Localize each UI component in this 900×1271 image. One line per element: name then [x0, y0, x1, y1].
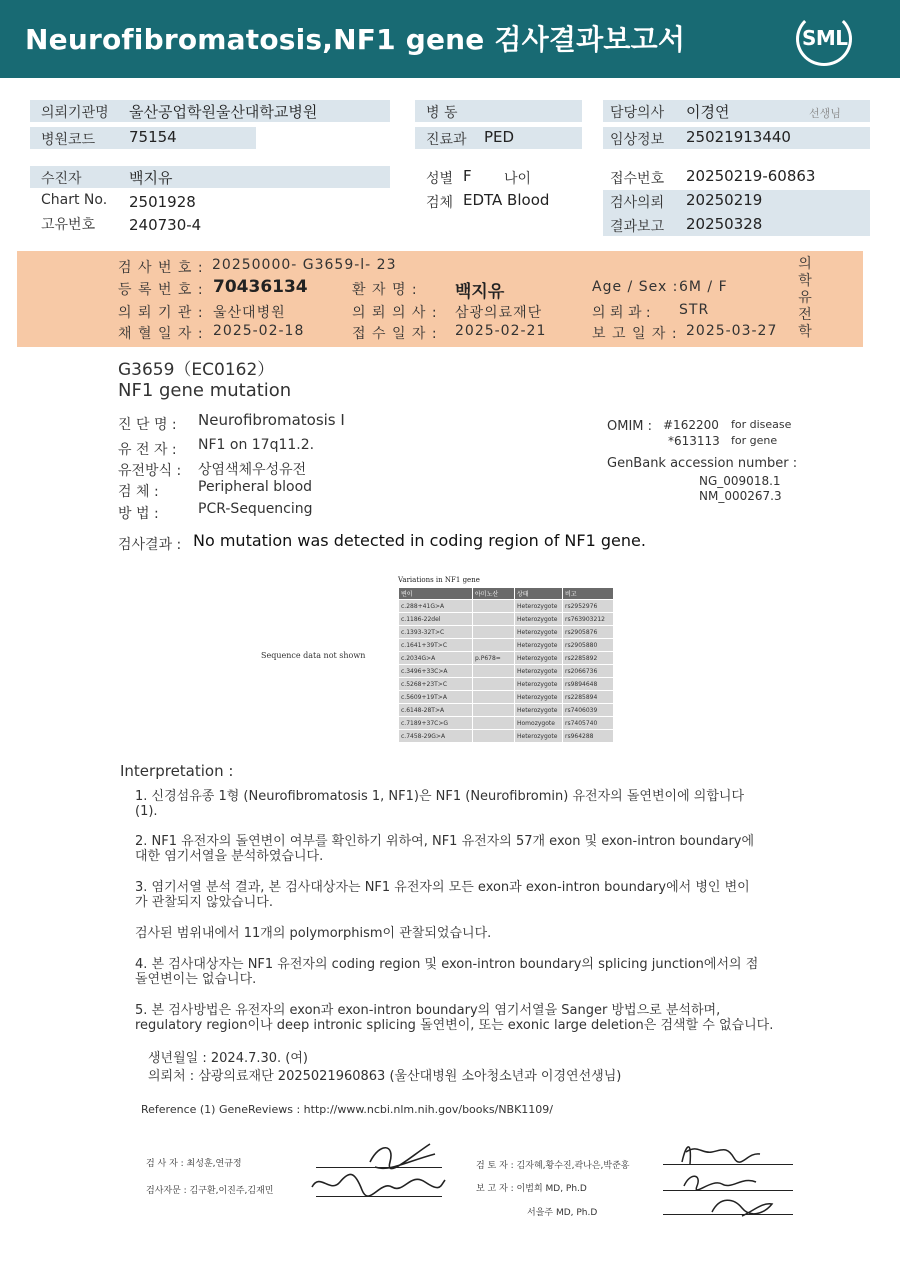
- variation-row: [399, 652, 614, 665]
- variant-cell: c.288+41G>A: [399, 600, 473, 613]
- chart-label: Chart No.: [41, 192, 108, 208]
- recv-date-value: 2025-02-21: [455, 323, 547, 339]
- amino-acid-cell: [473, 717, 515, 730]
- reporter-2: 서을주 MD, Ph.D: [527, 1208, 598, 1218]
- inheritance-label: 유전방식 :: [118, 463, 182, 479]
- variant-cell: c.1641+39T>C: [399, 639, 473, 652]
- amino-acid-cell: [473, 600, 515, 613]
- referred-by: 의뢰처 : 삼광의료재단 2025021960863 (울산대병원 소아청소년과 이경연선생님): [148, 1069, 622, 1084]
- variant-cell: c.7189+37C>G: [399, 717, 473, 730]
- interpretation-4-cont: 돌연변이는 없습니다.: [135, 972, 257, 987]
- patient-label: 수진자: [41, 171, 82, 187]
- omim-disease-id: #162200: [663, 418, 719, 432]
- note-cell: rs7405740: [563, 717, 614, 730]
- variation-row: [399, 730, 614, 743]
- variation-row: [399, 626, 614, 639]
- dept-value: PED: [484, 128, 515, 146]
- note-cell: rs2285892: [563, 652, 614, 665]
- sex-value: F: [463, 167, 472, 185]
- omim-gene-note: for gene: [731, 434, 778, 447]
- report-dept-value: STR: [679, 302, 710, 318]
- gene-label: 유 전 자 :: [118, 442, 177, 458]
- diagnosis-value: Neurofibromatosis I: [198, 411, 345, 429]
- col-status: 상태: [515, 588, 563, 600]
- patient-value: 백지유: [129, 169, 173, 187]
- sex-label: 성별: [426, 171, 454, 187]
- variant-cell: c.6148-28T>A: [399, 704, 473, 717]
- variation-row: [399, 600, 614, 613]
- note-cell: rs2285894: [563, 691, 614, 704]
- dept-label: 진료과: [426, 132, 467, 148]
- report-org-value: 울산대병원: [213, 305, 286, 321]
- doctor-label: 담당의사: [610, 105, 665, 121]
- amino-acid-cell: [473, 678, 515, 691]
- interpretation-label: Interpretation :: [120, 762, 234, 780]
- variation-row: [399, 691, 614, 704]
- reviewer: 검 토 자 : 김자혜,황수진,곽나은,박준홍: [476, 1161, 630, 1171]
- report-patient-value: 백지유: [455, 282, 505, 302]
- interpretation-3-cont: 가 관찰되지 않았습니다.: [135, 895, 273, 910]
- reference-line: Reference (1) GeneReviews : http://www.ncbi.nlm.nih.gov/books/NBK1109/: [141, 1103, 554, 1116]
- note-cell: rs2066736: [563, 665, 614, 678]
- variation-row: [399, 665, 614, 678]
- note-cell: rs2905880: [563, 639, 614, 652]
- interpretation-2-cont: 대한 염기서열을 분석하였습니다.: [135, 849, 324, 864]
- status-cell: Heterozygote: [515, 730, 563, 743]
- logo-text: SML: [802, 26, 848, 50]
- variations-table-caption: Variations in NF1 gene: [398, 576, 480, 584]
- status-cell: Heterozygote: [515, 704, 563, 717]
- specimen-value: EDTA Blood: [463, 191, 550, 209]
- variant-cell: c.3496+33C>A: [399, 665, 473, 678]
- age-sex-value: 6M / F: [679, 279, 728, 295]
- examiner: 검 사 자 : 최성훈,연규정: [146, 1159, 242, 1169]
- draw-date-label: 채 혈 일 자 :: [118, 326, 204, 342]
- amino-acid-cell: [473, 613, 515, 626]
- draw-date-value: 2025-02-18: [213, 323, 305, 339]
- note-cell: rs763903212: [563, 613, 614, 626]
- status-cell: Heterozygote: [515, 600, 563, 613]
- note-cell: rs2905876: [563, 626, 614, 639]
- req-doc-label: 의 뢰 의 사 :: [352, 305, 438, 321]
- amino-acid-cell: p.P678=: [473, 652, 515, 665]
- report-dept-label: 의 뢰 과 :: [592, 305, 651, 321]
- variation-row: [399, 717, 614, 730]
- advisor: 검사자문 : 김구환,이진주,김재민: [146, 1186, 274, 1196]
- report-specimen-label: 검 체 :: [118, 484, 159, 500]
- amino-acid-cell: [473, 704, 515, 717]
- interpretation-1: 1. 신경섬유종 1형 (Neurofibromatosis 1, NF1)은 NF1 (Neurofibromin) 유전자의 돌연변이에 의합니다: [135, 789, 745, 804]
- interpretation-5: 5. 본 검사방법은 유전자의 exon과 exon-intron boundary의 염기서열을 Sanger 방법으로 분석하며,: [135, 1003, 721, 1018]
- report-org-label: 의 뢰 기 관 :: [118, 305, 204, 321]
- status-cell: Heterozygote: [515, 613, 563, 626]
- interpretation-3: 3. 염기서열 분석 결과, 본 검사대상자는 NF1 유전자의 모든 exon과 exon-intron boundary에서 병인 변이: [135, 880, 750, 895]
- requesting-org-label: 의뢰기관명: [41, 105, 109, 121]
- result-date-label: 결과보고: [610, 219, 665, 235]
- receipt-label: 접수번호: [610, 171, 665, 187]
- recv-date-label: 접 수 일 자 :: [352, 326, 438, 342]
- report-date-label: 보 고 일 자 :: [592, 326, 678, 342]
- variations-table-header: [399, 588, 614, 600]
- genbank-accession-2: NM_000267.3: [699, 489, 782, 503]
- amino-acid-cell: [473, 730, 515, 743]
- status-cell: Homozygote: [515, 717, 563, 730]
- sequence-note: Sequence data not shown: [261, 651, 366, 660]
- interpretation-1-cont: (1).: [135, 804, 158, 819]
- status-cell: Heterozygote: [515, 678, 563, 691]
- omim-label: OMIM :: [607, 419, 653, 434]
- amino-acid-cell: [473, 691, 515, 704]
- test-no-value: 20250000- G3659-l- 23: [212, 257, 397, 273]
- diagnosis-label: 진 단 명 :: [118, 417, 177, 433]
- reviewer-signatures: [672, 1134, 782, 1224]
- status-cell: Heterozygote: [515, 691, 563, 704]
- report-header-bar: [0, 0, 900, 78]
- variant-cell: c.5268+23T>C: [399, 678, 473, 691]
- variant-cell: c.2034G>A: [399, 652, 473, 665]
- reporter: 보 고 자 : 이범희 MD, Ph.D: [476, 1184, 587, 1194]
- test-no-label: 검 사 번 호 :: [118, 260, 204, 276]
- report-patient-label: 환 자 명 :: [352, 282, 418, 298]
- variant-cell: c.5609+19T>A: [399, 691, 473, 704]
- omim-disease-note: for disease: [731, 418, 792, 431]
- clinical-label: 임상정보: [610, 132, 665, 148]
- chart-value: 2501928: [129, 193, 196, 211]
- birth-date: 생년월일 : 2024.7.30. (여): [148, 1051, 309, 1066]
- status-cell: Heterozygote: [515, 626, 563, 639]
- inheritance-value: 상염색체우성유전: [198, 462, 307, 478]
- age-label: 나이: [504, 171, 532, 187]
- amino-acid-cell: [473, 665, 515, 678]
- omim-gene-id: *613113: [668, 434, 720, 448]
- result-date-value: 20250328: [686, 215, 763, 233]
- variation-row: [399, 613, 614, 626]
- reg-no-label: 등 록 번 호 :: [118, 282, 204, 298]
- unique-no-label: 고유번호: [41, 217, 96, 233]
- gene-value: NF1 on 17q11.2.: [198, 437, 315, 453]
- genbank-accession-1: NG_009018.1: [699, 474, 781, 488]
- variant-cell: c.1393-32T>C: [399, 626, 473, 639]
- interpretation-4: 4. 본 검사대상자는 NF1 유전자의 coding region 및 exon-intron boundary의 splicing junction에서의 점: [135, 957, 759, 972]
- result-text: No mutation was detected in coding region of NF1 gene.: [193, 531, 646, 550]
- amino-acid-cell: [473, 639, 515, 652]
- interpretation-2: 2. NF1 유전자의 돌연변이 여부를 확인하기 위하여, NF1 유전자의 57개 exon 및 exon-intron boundary에: [135, 834, 755, 849]
- status-cell: Heterozygote: [515, 652, 563, 665]
- report-specimen-value: Peripheral blood: [198, 479, 313, 495]
- variant-cell: c.1186-22del: [399, 613, 473, 626]
- age-sex-label: Age / Sex :: [592, 279, 679, 295]
- col-variant: 변이: [399, 588, 473, 600]
- method-value: PCR-Sequencing: [198, 501, 313, 517]
- patient-row: [30, 166, 390, 188]
- interpretation-polymorphism: 검사된 범위내에서 11개의 polymorphism이 관찰되었습니다.: [135, 926, 492, 941]
- note-cell: rs964288: [563, 730, 614, 743]
- method-label: 방 법 :: [118, 506, 159, 522]
- department-vertical-label: 의학유전학: [798, 256, 812, 340]
- examiner-signature: [300, 1132, 450, 1207]
- col-note: 비고: [563, 588, 614, 600]
- specimen-label: 검체: [426, 195, 454, 211]
- hospital-code-value: 75154: [129, 128, 177, 146]
- doctor-value: 이경연: [686, 103, 730, 121]
- requesting-org-value: 울산공업학원울산대학교병원: [129, 103, 318, 121]
- result-label: 검사결과 :: [118, 537, 182, 553]
- variation-row: [399, 704, 614, 717]
- clinical-value: 25021913440: [686, 128, 791, 146]
- unique-no-value: 240730-4: [129, 216, 202, 234]
- request-label: 검사의뢰: [610, 195, 665, 211]
- variant-cell: c.7458-29G>A: [399, 730, 473, 743]
- report-title: Neurofibromatosis,NF1 gene 검사결과보고서: [25, 23, 686, 56]
- note-cell: rs9894648: [563, 678, 614, 691]
- sml-logo: [796, 12, 854, 66]
- note-cell: rs2952976: [563, 600, 614, 613]
- req-doc-value: 삼광의료재단: [455, 305, 543, 321]
- note-cell: rs7406039: [563, 704, 614, 717]
- genbank-label: GenBank accession number :: [607, 456, 798, 471]
- variation-row: [399, 678, 614, 691]
- report-date-value: 2025-03-27: [686, 323, 778, 339]
- variations-table: [398, 576, 614, 743]
- reg-no-value: 70436134: [213, 277, 308, 297]
- hospital-code-label: 병원코드: [41, 132, 96, 148]
- status-cell: Heterozygote: [515, 639, 563, 652]
- test-code: G3659（EC0162）: [118, 360, 275, 380]
- ward-label: 병 동: [426, 105, 458, 121]
- variation-row: [399, 639, 614, 652]
- request-value: 20250219: [686, 191, 763, 209]
- doctor-suffix: 선생님: [809, 107, 841, 120]
- status-cell: Heterozygote: [515, 665, 563, 678]
- receipt-value: 20250219-60863: [686, 167, 816, 185]
- interpretation-5-cont: regulatory region이나 deep intronic splicing 돌연변이, 또는 exonic large deletion은 검색할 수 없습니다.: [135, 1018, 774, 1033]
- col-amino-acid: 아미노산: [473, 588, 515, 600]
- amino-acid-cell: [473, 626, 515, 639]
- test-name: NF1 gene mutation: [118, 380, 292, 401]
